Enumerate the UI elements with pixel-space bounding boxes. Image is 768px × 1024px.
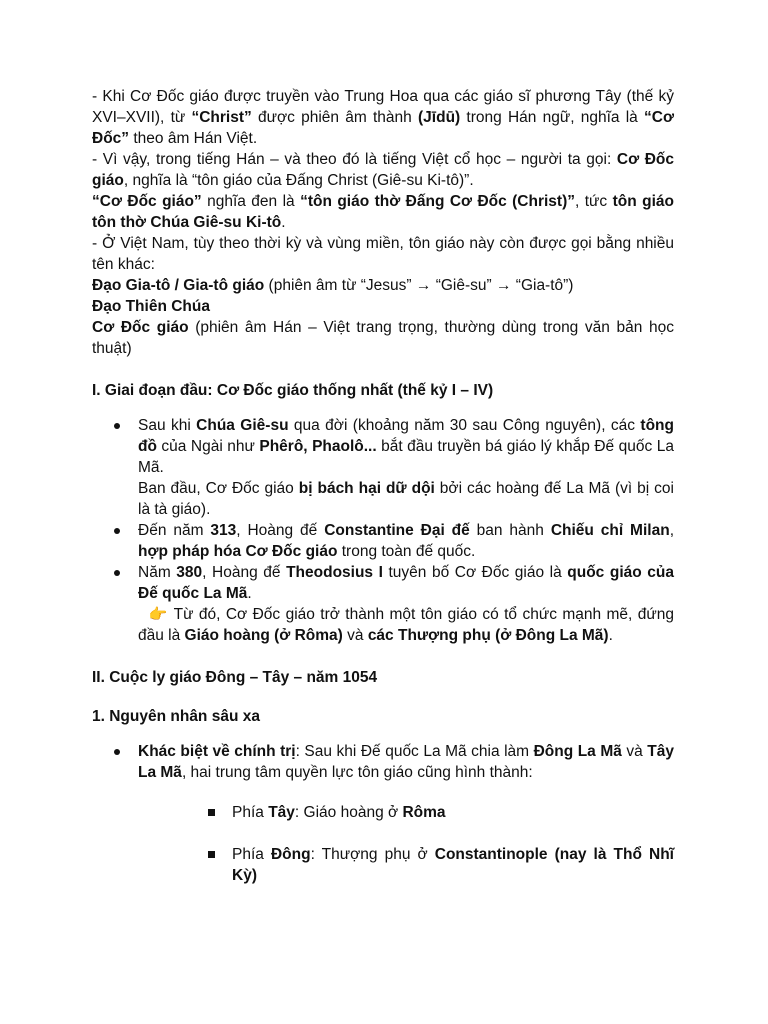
list-item: Phía Đông: Thượng phụ ở Constantinople (nay là Thổ Nhĩ Kỳ) [92,844,674,886]
section-2-list [92,741,674,783]
intro-paragraph-1: - Khi Cơ Đốc giáo được truyền vào Trung Hoa qua các giáo sĩ phương Tây (thế kỷ XVI–XVII), từ “Christ” được phiên âm thành (Jīdū) trong Hán ngữ, nghĩa là “Cơ Đốc” theo âm Hán Việt. [92,88,674,147]
list-item: Phía Tây: Giáo hoàng ở Rôma [92,802,674,823]
bullet-dot-icon [114,570,120,576]
section-2-heading: II. Cuộc ly giáo Đông – Tây – năm 1054 [92,669,378,686]
section-1-list [92,415,674,646]
intro-section [92,86,674,359]
pointing-hand-icon: 👉 [148,606,169,623]
list-item: Sau khi Chúa Giê-su qua đời (khoảng năm 30 sau Công nguyên), các tông đồ của Ngài như Phêrô, Phaolô... bắt đầu truyền bá giáo lý khắp Đế quốc La Mã. Ban đầu, Cơ Đốc giáo bị bách hại dữ dội bởi các hoàng đế La Mã (vì bị coi là tà giáo). [92,415,674,520]
section-2-sublist [92,802,674,886]
list-item: Năm 380, Hoàng đế Theodosius I tuyên bố Cơ Đốc giáo là quốc giáo của Đế quốc La Mã. 👉 Từ đó, Cơ Đốc giáo trở thành một tôn giáo có tổ chức mạnh mẽ, đứng đầu là Giáo hoàng (ở Rôma) và các Thượng phụ (ở Đông La Mã). [92,562,674,646]
list-item: Đến năm 313, Hoàng đế Constantine Đại đế ban hành Chiếu chỉ Milan, hợp pháp hóa Cơ Đốc giáo trong toàn đế quốc. [92,520,674,562]
bullet-dot-icon [114,423,120,429]
square-bullet-icon [208,809,215,816]
intro-paragraph-6: Đạo Thiên Chúa [92,298,210,315]
intro-paragraph-5: Đạo Gia-tô / Gia-tô giáo (phiên âm từ “Jesus” → “Giê-su” → “Gia-tô”) [92,277,574,294]
section-2-subheading: 1. Nguyên nhân sâu xa [92,708,260,725]
section-1-heading: I. Giai đoạn đầu: Cơ Đốc giáo thống nhất (thế kỷ I – IV) [92,382,494,399]
list-item: Khác biệt về chính trị: Sau khi Đế quốc La Mã chia làm Đông La Mã và Tây La Mã, hai trung tâm quyền lực tôn giáo cũng hình thành: [92,741,674,783]
intro-paragraph-4: - Ở Việt Nam, tùy theo thời kỳ và vùng miền, tôn giáo này còn được gọi bằng nhiều tên khác: [92,235,674,273]
intro-paragraph-7: Cơ Đốc giáo (phiên âm Hán – Việt trang trọng, thường dùng trong văn bản học thuật) [92,319,674,357]
square-bullet-icon [208,851,215,858]
intro-paragraph-3: “Cơ Đốc giáo” nghĩa đen là “tôn giáo thờ Đấng Cơ Đốc (Christ)”, tức tôn giáo tôn thờ Chúa Giê-su Ki-tô. [92,193,674,231]
bullet-dot-icon [114,528,120,534]
bullet-dot-icon [114,749,120,755]
intro-paragraph-2: - Vì vậy, trong tiếng Hán – và theo đó là tiếng Việt cổ học – người ta gọi: Cơ Đốc giáo, nghĩa là “tôn giáo của Đấng Christ (Giê-su Ki-tô)”. [92,151,674,189]
